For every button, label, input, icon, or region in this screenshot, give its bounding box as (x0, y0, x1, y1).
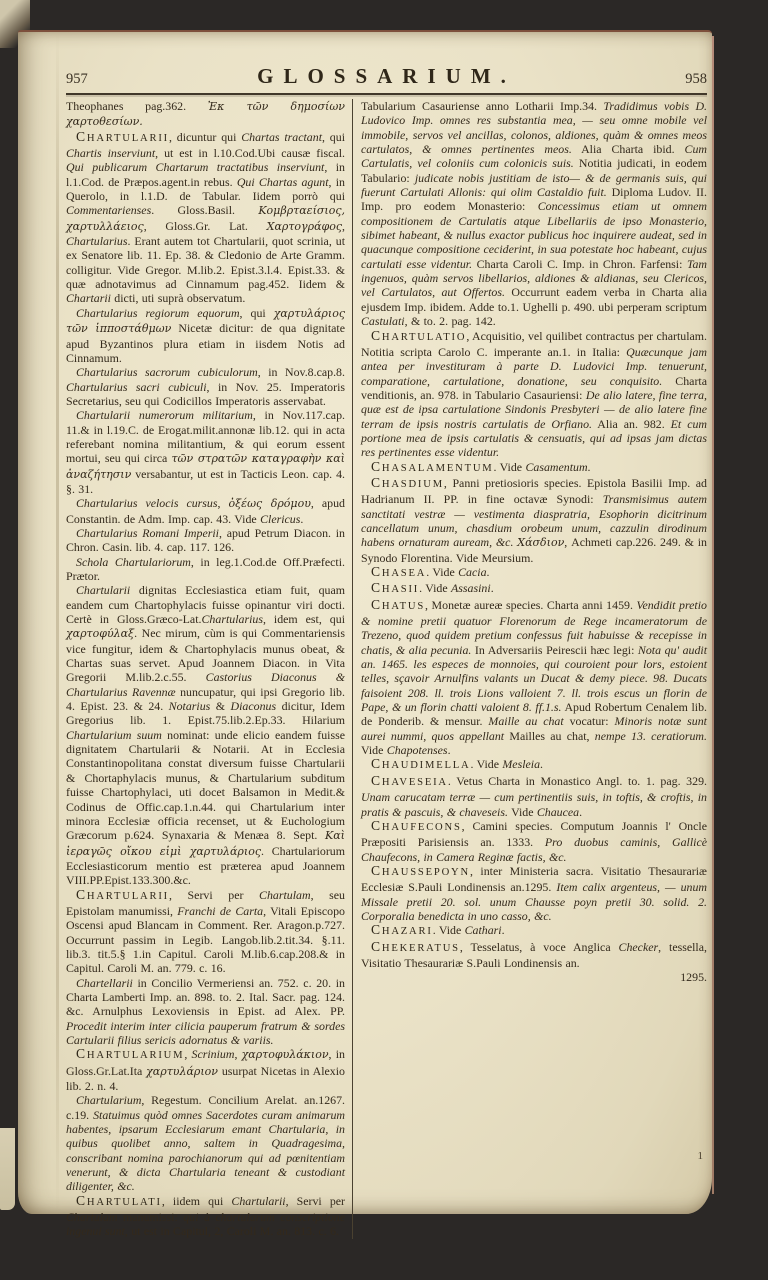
glossary-entry: CHEKERATUS, Tesselatus, à voce Anglica Checker, tessella, Visitatio Thesaurariæ S.Pauli Londinensis an. (361, 938, 707, 970)
glossary-entry: CHAZARI. Vide Cathari. (371, 922, 505, 938)
entry-headword: CHARTULATIO (371, 327, 467, 343)
text-paragraph: Chartularius sacrorum cubiculorum, in Nov.8.cap.8. Chartularius sacri cubiculi, in Nov. 25. Imperatoris Secretarius, seu qui Codicillos Imperatoris asservabat. (66, 365, 345, 408)
entry-headword: CHAUDIMELLA (371, 756, 471, 772)
entry-headword: CHASDIUM (371, 474, 444, 490)
corner-signature-mark: 1 (697, 1150, 703, 1162)
text-paragraph: Chartularii numerorum militarium, in Nov.117.cap. 11.& in l.19.C. de Erogat.milit.annonæ lib.12. qui in acta referebant nomina militantium, & qui eorum essent mortui, seu qui circa τῶν στρατῶν καταγραφὴν καὶ ἀναζήτησιν versabantur, ut est in Tacticis Leon. cap. 4. §. 31. (66, 408, 345, 496)
text-paragraph: 1295. (680, 970, 707, 985)
glossary-entry: CHARTULARII, Servi per Chartulam, seu Epistolam manumissi, Franchi de Carta, Vitali Episcopo Oscensi apud Blancam in Comment. Rer. Aragon.p.727. Occurrunt passim in Legib. Langob.lib.2.tit.34. §.11. lib.3. tit.5.§ 1.in Capitul. Caroli M.lib.6.cap.208.& in Capitul. Caroli M. an. 779. c. 16. (66, 886, 346, 976)
glossary-entry: CHARTULARIUM, Scrinium, χαρτοφυλάκιον, in Gloss.Gr.Lat.Ita χαρτυλάριον usurpat Nicetas in Alexio lib. 2. n. 4. (66, 1046, 345, 1094)
glossary-entry: CHAVESEIA. Vetus Charta in Monastico Angl. to. 1. pag. 329. Unam carucatam terræ — cum pertinentiis suis, in toftis, & croftis, in pratis & pascuis, & chaveseis. Vide Chaucea. (361, 772, 707, 819)
glossary-entry: CHASEA. Vide Cacia. (371, 564, 490, 579)
entry-headword: CHARTULARII (76, 128, 169, 144)
entry-headword: CHAUSSEPOYN (371, 862, 470, 878)
page-title: GLOSSARIUM. (257, 64, 516, 88)
page-content (66, 40, 707, 1239)
entry-headword: CHASEA (371, 564, 427, 579)
glossary-entry: CHAUDIMELLA. Vide Mesleia. (371, 756, 544, 772)
entry-headword: CHARTULARIUM (76, 1046, 185, 1062)
text-paragraph: Chartularii dignitas Ecclesiastica etiam fuit, quam eandem cum Chartophylacis fuisse opinantur viri docti. Certè in Gloss.Græco-Lat.Chartularius, idem est, qui χαρτοφύλαξ. Nec mirum, cùm is qui Commentariensis vice fungitur, idem & Chartophylacis munus obeat, & Chartas suas servet. Apud Joannem Diacon. in Vita Gregorii M.lib.2.c.55. Castorius Diaconus & Chartularius Ravennæ nuncupatur, qui ipsi Gregorio lib. 4. Epist. 23. & 24. Notarius & Diaconus dicitur, Idem Gregorius lib. 1. Epist.75.lib.2.Ep.33. Hilarium Chartularium suum nominat: unde elicio eandem fuisse dignitatem Chartularii & Notarii. At in Ecclesia Constantinopolitana constat diversum fuisse Chartularii & Chortaphylacis munus, & Chartularium subditum fuisse Chartophylaci, uti docet Balsamon in Medit.& Codinus de Offic.cap.1.n.44. qui Chartularium inter minora Ecclesiæ officia recenset, ut & Euchologium Græcorum p.624. Synaxaria & Menæa 8. Sept. Καὶ ἱεραγῶς οἴκου εἰμὶ χαρτυλάριος. Chartulariorum Ecclesiasticorum mentio est præterea apud Joannem VIII.PP.Epist.133.300.&c. (66, 583, 346, 888)
glossary-entry: CHASII. Vide Assasini. (371, 580, 494, 596)
glossary-entry: CHASALAMENTUM. Vide Casamentum. (371, 458, 591, 474)
book-leaf-edge-bottom-left (0, 1128, 15, 1210)
glossary-entry: CHARTULATIO, Acquisitio, vel quilibet contractus per chartulam. Notitia scripta Carolo C. imperante an.1. in Italia: Quæcunque jam antea per investituram à parte D. Ludovici Imp. tenuerunt, comparatione, cartulatione, donatione, seu conquisito. Charta venditionis, an. 978. in Tabulario Casauriensi: De alio latere, fine terra, quæ est de ipsa cartulatione Sindonis Presbyteri — de alio latere fine terram de ipsis nostris cartulatis de Orfiano. Alia an. 982. Et cum portione mea de ipsis cartulatis & censuatis, qui ad ipsas jam dictas res pertinentes esse videntur. (361, 327, 708, 460)
entry-headword: CHEKERATUS (371, 938, 460, 954)
entry-headword: CHAZARI (371, 922, 433, 938)
glossary-entry: CHARTULATI, iidem qui Chartularii, Servi per Chartulam manumissi: qui à chartularum conscriptione ingenui sunt, ut est in Capitul, 2, Caroli M. an. 813. c. 6. (66, 1192, 346, 1239)
text-paragraph: Theophanes pag.362. Ἐκ τῶν δημοσίων χαρτοθεσίων. (66, 99, 345, 129)
entry-headword: CHASII (371, 580, 420, 596)
glossary-entry: CHARTULARII, dicuntur qui Chartas tractant, qui Chartis inserviunt, ut est in l.10.Cod.Ubi causæ fiscal. Qui publicarum Chartarum tractatibus inserviunt, in l.1.Cod. de Præpos.agent.in rebus. Qui Chartas agunt, in Querolo, in l.1.D. de Tabular. Iidem porrò qui Commentarienses. Gloss.Basil. Κομβρταείσιος, χαρτυλλάειος, Gloss.Gr. Lat. Χαρτογράφος, Chartularius. Erant autem tot Chartularii, quot scrinia, ut ex Senatore lib. 11. Ep. 38. & Cledonio de Arte Gramm. colligitur. Vide Gregor. M.lib.2. Epist.3.l.4. Epist.33. & quæ adnotavimus ad Cinnamum pag.452. Iidem & Chartarii dicti, uti suprà observatum. (66, 128, 345, 306)
text-paragraph: Chartularius regiorum equorum, qui χαρτυλάριος τῶν ἱπποστάθμων Nicetæ dicitur: de qua dignitate apud Byzantinos plura etiam in iisdem Notis ad Cinnamum. (66, 305, 346, 365)
text-paragraph: Chartularius Romani Imperii, apud Petrum Diacon. in Chron. Casin. lib. 4. cap. 117. 126. (66, 525, 345, 555)
glossary-entry: CHASDIUM, Panni pretiosioris species. Epistola Basilii Imp. ad Hadrianum II. PP. in fine octavæ Synodi: Transmisimus autem sanctitati vestræ — vestimenta diaspratria, Esophorin dicitrinum cancellatum unum, chasdium orobeum unum, cazzulin dirodinum habens ornaturam auream, &c. Χάσδιον, Achmeti cap.226. 249. & in Synodo Florentina. Vide Meursium. (361, 474, 707, 565)
entry-headword: CHAUFECONS (371, 817, 462, 833)
text-columns (66, 99, 707, 1239)
page-number-right: 958 (685, 71, 707, 87)
page-number-left: 957 (66, 71, 88, 87)
entry-headword: CHARTULARII (76, 886, 169, 902)
glossary-entry: CHATUS, Monetæ aureæ species. Charta anni 1459. Vendidit pretio & nomine pretii quatuor Florenorum de Rege incameratorum de Trezeno, quod quidem pretium confessus fuit habuisse & recepisse in chatis, & alia pecunia. In Adversariis Peirescii hæc legi: Nota qu' audit an. 1465. les especes de monnoies, qui couroient pour lors, estoient telles, sçavoir Arnulfins valants un Ducat & demy piece. 98. Ducats faisoient 208. ll. trois Lions valloient 7. ll. trois escus un florin de Pape, & un florin chatti valoient 8. ff.1.s. Apud Robertum Cenalem lib. de Ponderib. & mensur. Maille au chat vocatur: Minoris notæ sunt aurei nummi, quos appellant Mailles au chat, nempe 13. ceratiorum. Vide Chapotenses. (361, 596, 708, 758)
running-header (66, 64, 707, 92)
text-paragraph: Chartularius velocis cursus, ὀξέως δρόμου, apud Constantin. de Adm. Imp. cap. 43. Vide Clericus. (66, 496, 345, 526)
entry-headword: CHASALAMENTUM (371, 458, 494, 474)
column-left (66, 99, 352, 1239)
header-rule (66, 93, 707, 95)
glossary-entry: CHAUSSEPOYN, inter Ministeria sacra. Visitatio Thesaurariæ Ecclesiæ S.Pauli Londinensis an.1295. Item calix argenteus, — unum Missale pretii 20. sol. unum Chausse poyn pretii 30. solid. 2. Corporalia benedicta in uno casso, &c. (361, 862, 707, 923)
column-right (352, 99, 707, 1239)
glossary-entry: CHAUFECONS, Camini species. Computum Joannis l' Oncle Præpositi Parisiensis an. 1333. Pro duobus caminis, Gallicè Chaufecons, in Camera Reginæ factis, &c. (361, 817, 708, 864)
text-paragraph: Chartularium, Regestum. Concilium Arelat. an.1267. c.19. Statuimus quòd omnes Sacerdotes curam animarum habentes, ipsarum Ecclesiarum emant Chartularia, in quibus quolibet anno, saltem in Quadragesima, conscribant nomina parochianorum qui ad pœnitentiam venerunt, & dicta Chartularia teneant & custodiant diligenter, &c. (66, 1093, 345, 1194)
entry-headword: CHAVESEIA (371, 772, 448, 788)
book-page (18, 30, 712, 1239)
entry-headword: CHATUS (371, 596, 426, 612)
entry-headword: CHARTULATI (76, 1192, 162, 1208)
text-paragraph: Schola Chartulariorum, in leg.1.Cod.de Off.Præfecti. Prætor. (66, 554, 346, 583)
text-paragraph: Tabularium Casauriense anno Lotharii Imp.34. Tradidimus vobis D. Ludovico Imp. omnes res substantia mea, — seu omne mobile vel immobile, servos vel ancillas, colonos, aldiones, quàm & omnes meos cartulatos, & omnes pertinentes meos. Alia Charta ibid. Cum Cartulatis, vel coloniis cum colonicis suis. Notitia judicati, in eodem Tabulario: judicate nobis justitiam de isto— & de germanis suis, qui fuerunt Cartulati Allonis: qui olim Castaldio fuit. Diploma Ludov. II. Imp. pro eodem Monasterio: Concessimus etiam ut omnem compositionem de Cartulatis atque Libellariis de ipso Monasterio, sibimet habeant, & nullus exactor publicus hoc inquirere audeat, sed in quacunque compositione ceciderint, in sua potestate hoc habeant, cujus cartulati esse videntur. Charta Caroli C. Imp. in Chron. Farfensi: Tam ingenuos, quàm servos libellarios, aldiones & aldianas, seu Clericos, vel Cartulatos, aut Offertos. Occurrunt eadem verba in Charta alia ejusdem Imp. ibidem. Adde to.1. Ughelli p. 490. ubi perperam scriptum Castulati, & to. 2. pag. 142. (361, 99, 708, 329)
text-paragraph: Chartellarii in Concilio Vermeriensi an. 752. c. 20. in Charta Lamberti Imp. an. 898. to. 2. Ital. Sacr. pag. 124. &c. Arnulphus Lexoviensis in Epist. ad Alex. PP. Procedit interim inter cilicia pauperum fratrum & sordes Cartularii filius sericis adornatus & variis. (66, 975, 345, 1047)
